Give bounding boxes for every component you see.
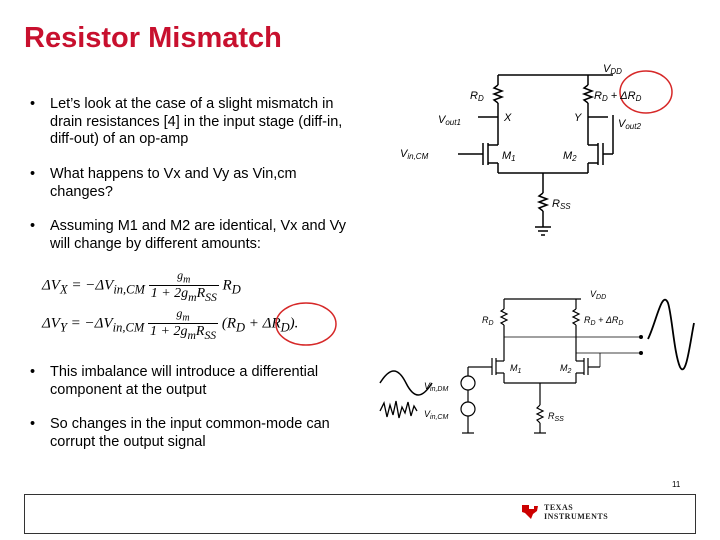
equation-highlight-circle [272, 298, 344, 348]
equation-delta-vx [42, 268, 241, 304]
eq2-denominator: $1 + 2g_mR_{SS}$ [150, 324, 217, 343]
eq2-mid-sub: in,CM [112, 320, 145, 335]
bullet-dot: • [30, 166, 36, 182]
eq1-numerator: $g_m$ [149, 268, 219, 286]
top-vin-label: Vin,CM [400, 148, 429, 161]
bullet-text: This imbalance will introduce a differential component at the output [50, 364, 319, 398]
bullet-dot: • [30, 96, 36, 112]
bottom-rss-label: $R_{SS}$ [548, 411, 564, 423]
bullet-text: What happens to Vx and Vy as Vin,cm changes? [50, 166, 297, 200]
eq1-lhs-sub: X [59, 282, 68, 297]
slide-title: Resistor Mismatch [24, 22, 282, 54]
top-m1-label: M1 [502, 150, 516, 163]
eq1-lhs: ΔV [42, 277, 60, 294]
eq2-lhs-sub: Y [59, 320, 67, 335]
eq1-denominator: $1 + 2g_mR_{SS}$ [150, 286, 217, 305]
top-node-x-label: X [504, 112, 512, 124]
top-m2-label: M2 [563, 150, 577, 163]
eq2-close: ). [289, 315, 299, 332]
bottom-rd-left-label: $R_D$ [482, 315, 494, 327]
bullet-item [30, 416, 360, 451]
ti-wordmark-line1: TEXAS [544, 503, 574, 512]
eq1-fraction [149, 268, 219, 304]
bullet-item [30, 364, 360, 399]
bullet-dot: • [30, 364, 36, 380]
eq2-rhs: (R [221, 315, 237, 332]
bullet-dot: • [30, 218, 36, 234]
bullet-item [30, 96, 360, 149]
eq2-numerator: $g_m$ [148, 306, 218, 324]
top-vout1-label: Vout1 [438, 114, 461, 127]
bullet-text: Let’s look at the case of a slight mismatch in drain resistances [4] in the input stage (diff-in, diff-out) of an op-amp [50, 96, 343, 147]
ti-state-icon [520, 503, 540, 521]
bottom-rd-right-label: $R_D + \Delta R_D$ [584, 315, 624, 327]
top-vout2-label: Vout2 [618, 118, 641, 131]
bottom-vdd-label: $V_{DD}$ [590, 289, 607, 301]
eq2-rhs-tail: + ΔR [245, 315, 281, 332]
bottom-vin-cm-label: $V_{in,CM}$ [424, 409, 449, 421]
top-rd-left-label: RD [470, 90, 484, 103]
bottom-vin-dm-label: $V_{in,DM}$ [424, 381, 449, 393]
bullet-dot: • [30, 416, 36, 432]
ti-logo [520, 503, 608, 521]
bullet-item [30, 218, 360, 253]
top-vdd-label: VDD [603, 63, 622, 76]
noise-wave-input [380, 401, 417, 418]
eq2-lhs: ΔV [42, 315, 60, 332]
bullet-text: Assuming M1 and M2 are identical, Vx and Vy will change by different amounts: [50, 218, 347, 252]
ti-wordmark-line2: INSTRUMENTS [544, 512, 609, 521]
top-rss-label: RSS [552, 198, 571, 211]
eq1-rhs: R [222, 277, 232, 294]
eq2-fraction [148, 306, 218, 342]
bullet-item [30, 166, 360, 201]
bottom-m2-label: $M_2$ [560, 363, 572, 375]
top-rd-right-label: RD + ΔRD [594, 90, 642, 103]
top-node-y-label: Y [574, 112, 582, 124]
bottom-circuit-schematic [376, 283, 696, 458]
eq1-mid: = −ΔV [71, 277, 114, 294]
top-circuit-schematic [398, 55, 683, 250]
eq1-mid-sub: in,CM [113, 282, 145, 297]
eq2-rhs-tail-sub: D [280, 320, 290, 335]
ti-wordmark [544, 503, 608, 521]
equation-delta-vy [42, 306, 298, 342]
page-number: 11 [672, 480, 681, 489]
bottom-m1-label: $M_1$ [510, 363, 522, 375]
eq2-mid: = −ΔV [70, 315, 113, 332]
bullet-text: So changes in the input common-mode can corrupt the output signal [50, 416, 330, 450]
distorted-output-wave [648, 300, 694, 370]
eq1-rhs-sub: D [231, 282, 241, 297]
eq2-rhs-sub: D [236, 320, 246, 335]
